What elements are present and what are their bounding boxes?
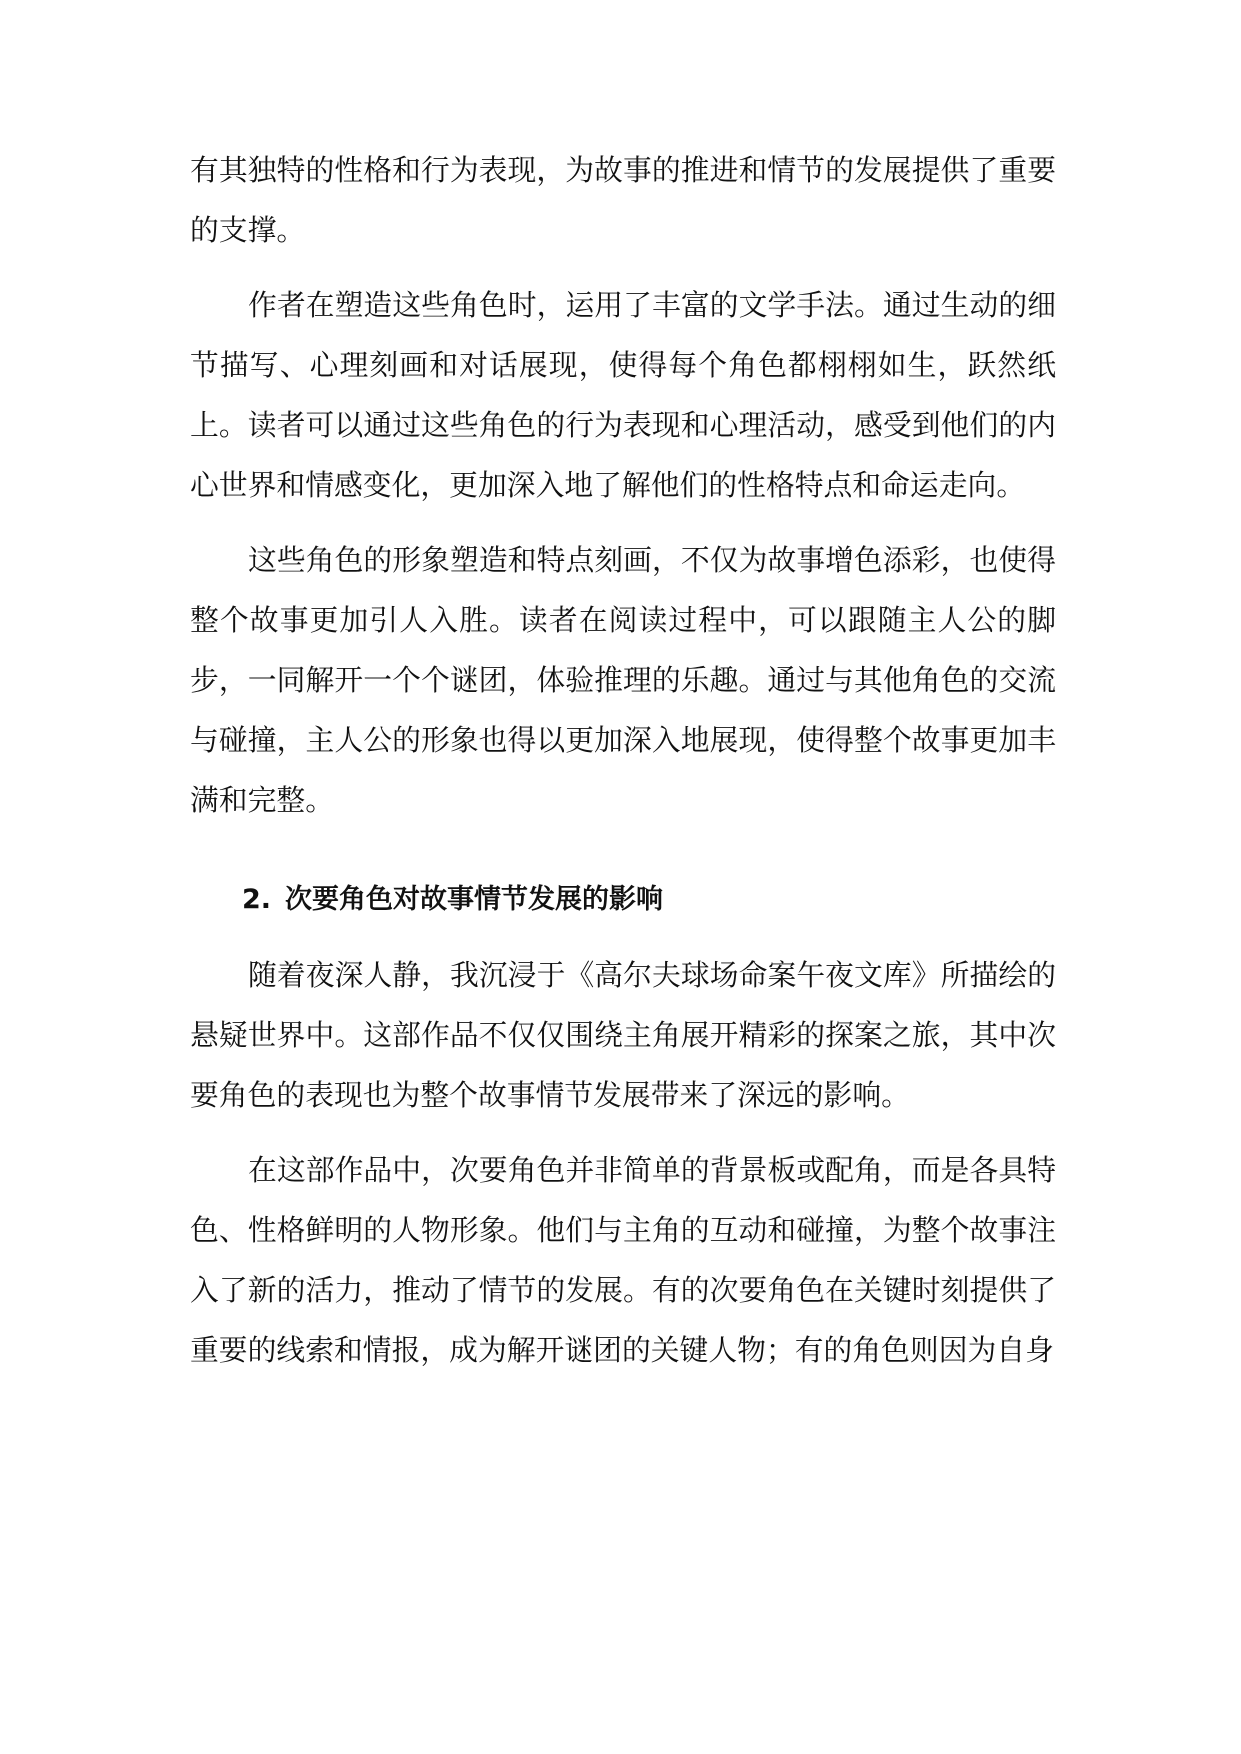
section-number: 2.: [242, 884, 272, 915]
paragraph: 随着夜深人静，我沉浸于《高尔夫球场命案午夜文库》所描绘的悬疑世界中。这部作品不仅仅围绕主角展开精彩的探案之旅，其中次要角色的表现也为整个故事情节发展带来了深远的影响。: [190, 958, 1056, 1112]
page-content: [190, 140, 1056, 1395]
paragraph: 在这部作品中，次要角色并非简单的背景板或配角，而是各具特色、性格鲜明的人物形象。他们与主角的互动和碰撞，为整个故事注入了新的活力，推动了情节的发展。有的次要角色在关键时刻提供了重要的线索和情报，成为解开谜团的关键人物；有的角色则因为自身: [190, 1153, 1056, 1367]
paragraph: 这些角色的形象塑造和特点刻画，不仅为故事增色添彩，也使得整个故事更加引人入胜。读者在阅读过程中，可以跟随主人公的脚步，一同解开一个个谜团，体验推理的乐趣。通过与其他角色的交流与碰撞，主人公的形象也得以更加深入地展现，使得整个故事更加丰满和完整。: [190, 543, 1056, 817]
section-title: 次要角色对故事情节发展的影响: [285, 884, 664, 915]
paragraph: 作者在塑造这些角色时，运用了丰富的文学手法。通过生动的细节描写、心理刻画和对话展现，使得每个角色都栩栩如生，跃然纸上。读者可以通过这些角色的行为表现和心理活动，感受到他们的内心世界和情感变化，更加深入地了解他们的性格特点和命运走向。: [190, 288, 1056, 502]
paragraph: 有其独特的性格和行为表现，为故事的推进和情节的发展提供了重要的支撑。: [190, 153, 1056, 247]
section-heading: [190, 870, 1056, 930]
